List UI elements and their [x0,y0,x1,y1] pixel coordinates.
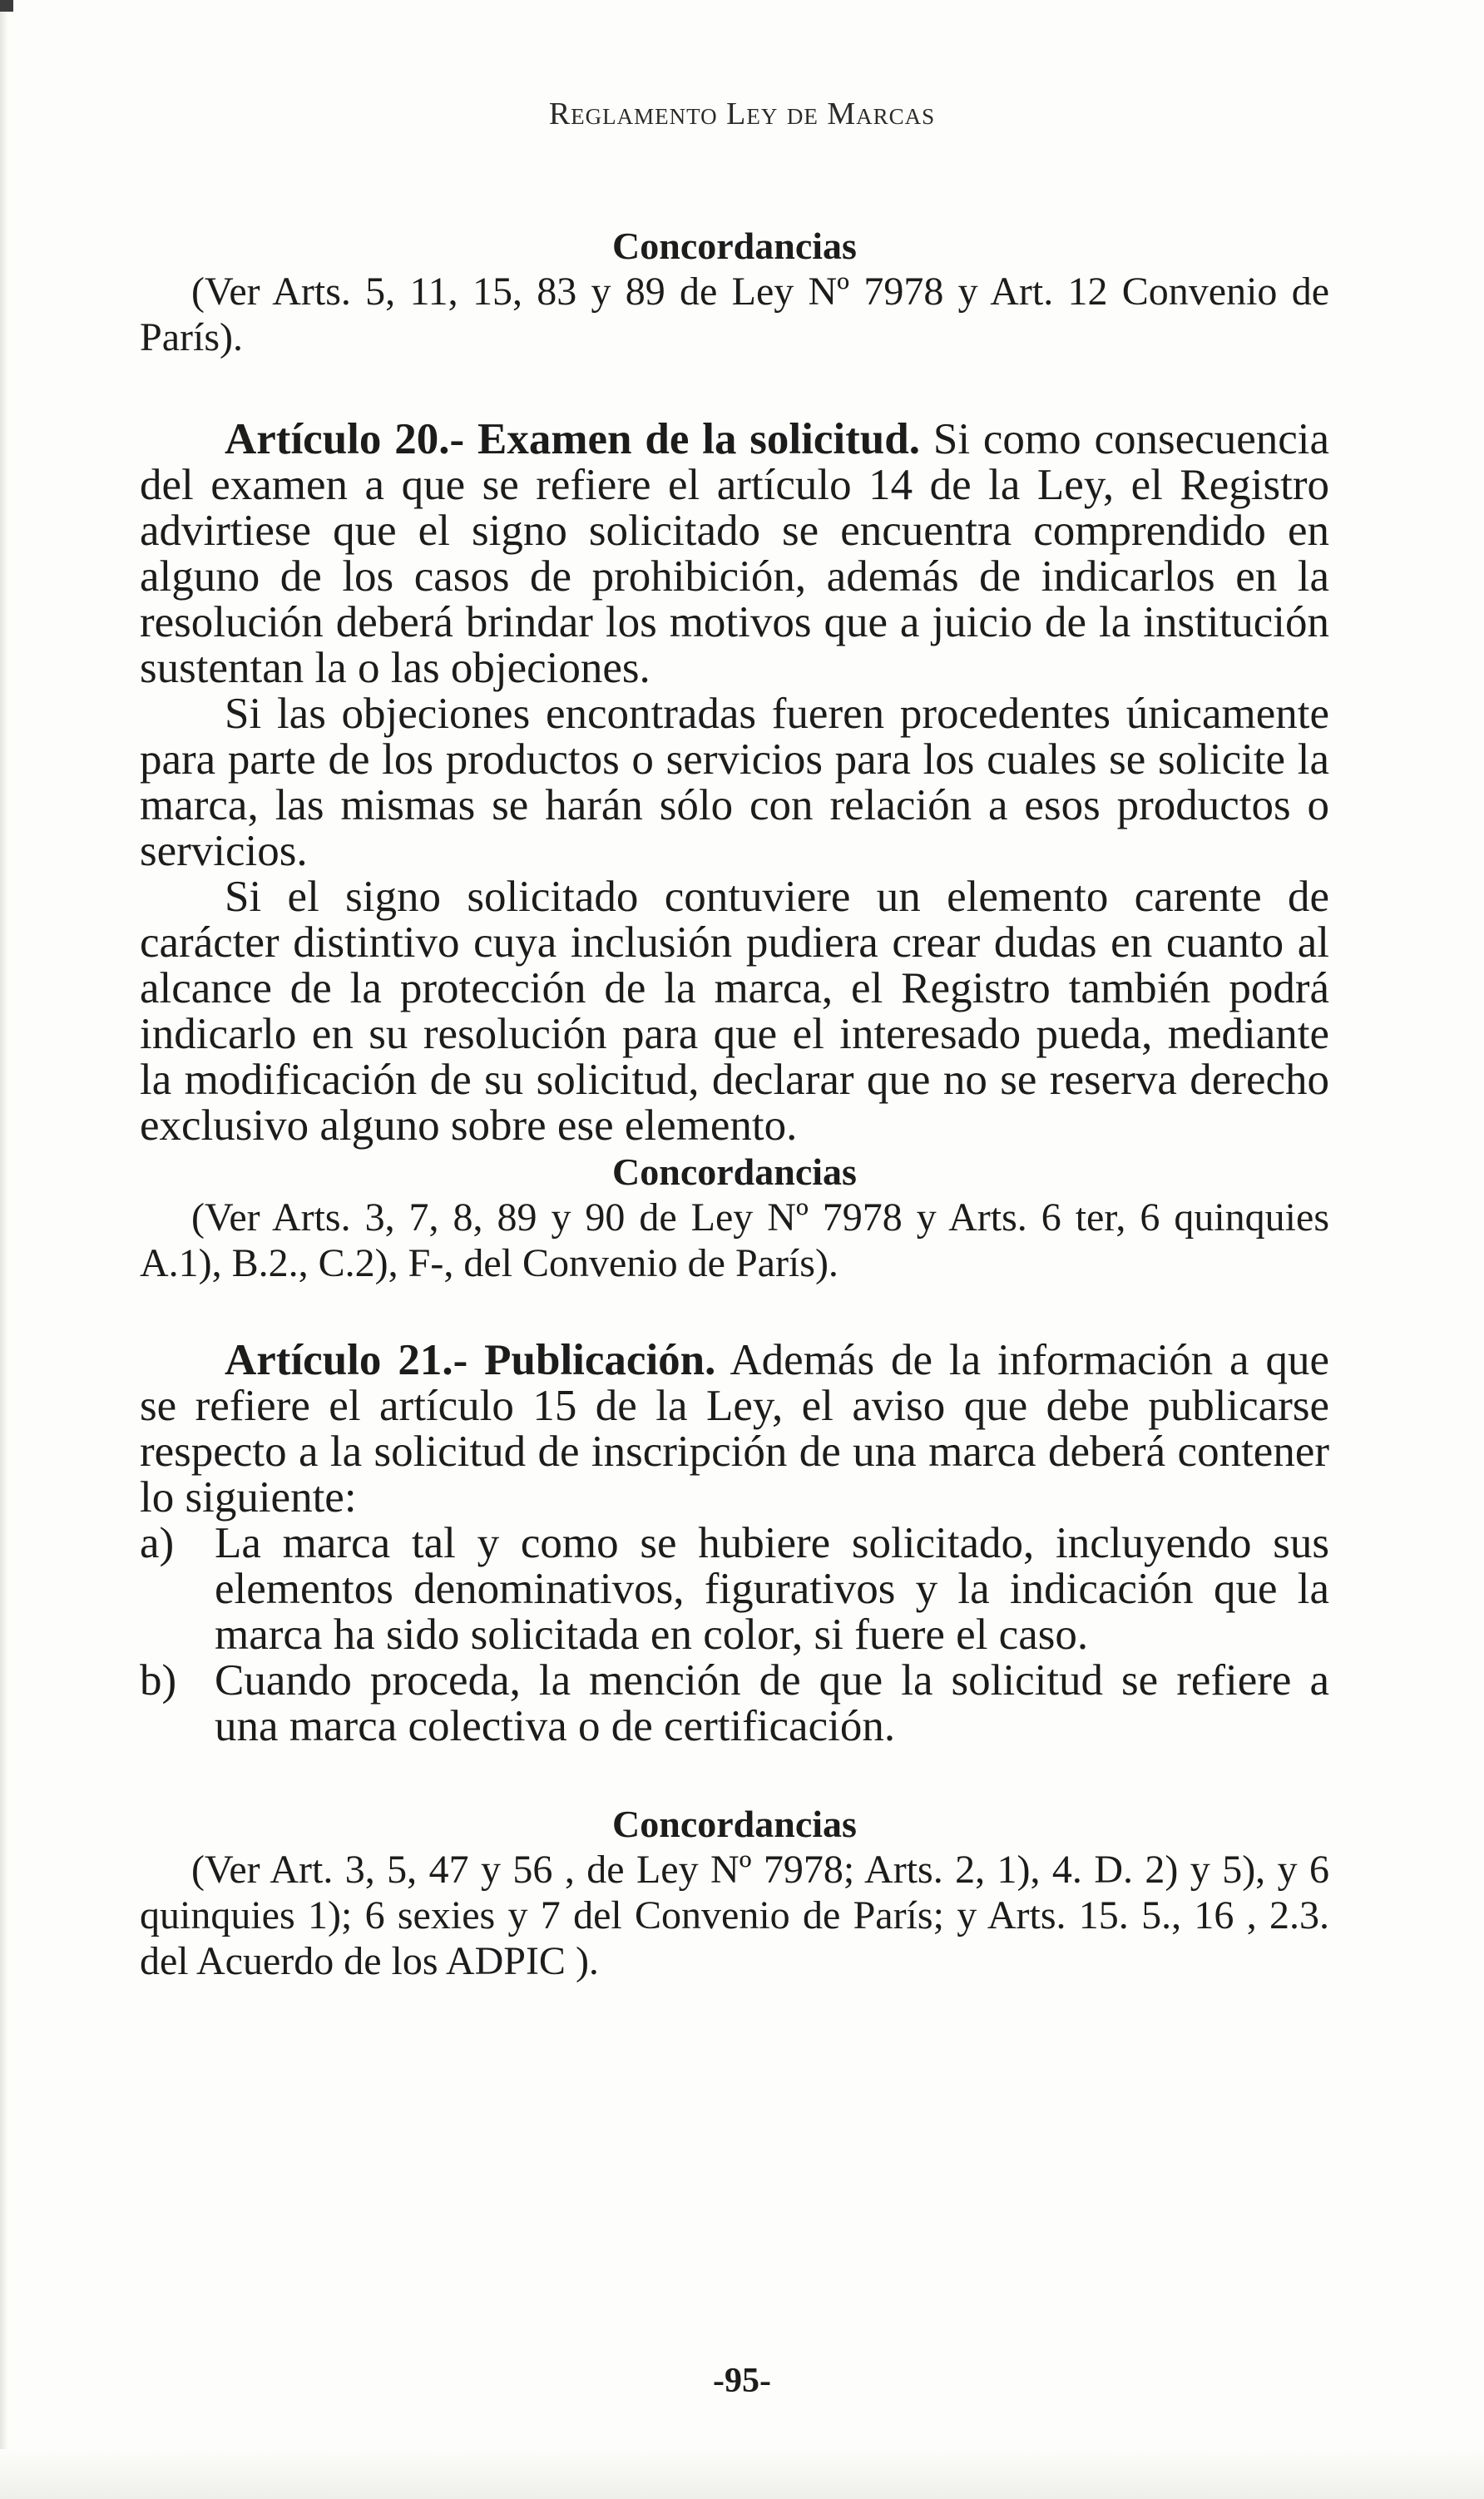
list-item-text: La marca tal y como se hubiere solicitado, incluyendo sus elementos denominativos, figurativos y la indicación que la marca ha sido solicitada en color, si fuere el caso. [215,1519,1329,1659]
scan-bottom-shadow [0,2449,1484,2499]
article-21-list [140,1521,1329,1749]
article-21-title: Artículo 21.- Publicación. [225,1336,716,1384]
concordancias-heading-1: Concordancias [612,225,857,267]
concordancias-text-3: (Ver Art. 3, 5, 47 y 56 , de Ley Nº 7978; Arts. 2, 1), 4. D. 2) y 5), y 6 quinquies 1); 6 sexies y 7 del Convenio de París; y Arts. 15. 5., 16 , 2.3. del Acuerdo de los ADPIC ). [140,1848,1329,1983]
article-20-title: Artículo 20.- Examen de la solicitud. [225,415,920,463]
article-20-paragraph-1 [140,417,1329,691]
article-20-text-1: Si como consecuencia del examen a que se refiere el artículo 14 de la Ley, el Registro advirtiese que el signo solicitado se encuentra comprendido en alguno de los casos de prohibición, además de indicarlos en la resolución deberá brindar los motivos que a juicio de la institución sustentan la o las objeciones. [140,415,1329,692]
running-header: Reglamento Ley de Marcas [548,96,936,131]
article-20-paragraph-3: Si el signo solicitado contuviere un elemento carente de carácter distintivo cuya inclusión pudiera crear dudas en cuanto al alcance de la protección de la marca, el Registro también podrá indicarlo en su resolución para que el interesado pueda, mediante la modificación de su solicitud, declarar que no se reserva derecho exclusivo alguno sobre ese elemento. [140,873,1329,1150]
concordancias-heading-2: Concordancias [612,1151,857,1193]
list-marker: b) [140,1656,177,1705]
scan-corner-mark [0,0,13,12]
scan-shadow [0,0,8,2499]
article-20-paragraph-2: Si las objeciones encontradas fueren procedentes únicamente para parte de los productos o servicios para los cuales se solicite la marca, las mismas se harán sólo con relación a esos productos o servicios. [140,690,1329,875]
list-item-text: Cuando proceda, la mención de que la solicitud se refiere a una marca colectiva o de certificación. [215,1656,1329,1750]
spacer [140,1749,1329,1801]
concordancias-text-1: (Ver Arts. 5, 11, 15, 83 y 89 de Ley Nº 7978 y Art. 12 Convenio de París). [140,270,1329,359]
page-number: -95- [713,2362,771,2400]
list-item [140,1658,1329,1749]
list-item [140,1521,1329,1658]
article-21-paragraph-1 [140,1338,1329,1521]
article-21-text-1: Además de la información a que se refiere el artículo 15 de la Ley, el aviso que debe publicarse respecto a la solicitud de inscripción de una marca deberá contener lo siguiente: [140,1336,1329,1522]
concordancias-heading-3: Concordancias [612,1803,857,1845]
page-body [140,223,1329,1984]
list-marker: a) [140,1519,175,1567]
concordancias-text-2: (Ver Arts. 3, 7, 8, 89 y 90 de Ley Nº 7978 y Arts. 6 ter, 6 quinquies A.1), B.2., C.2), F-, del Convenio de París). [140,1195,1329,1285]
spacer [140,360,1329,417]
spacer [140,1286,1329,1338]
